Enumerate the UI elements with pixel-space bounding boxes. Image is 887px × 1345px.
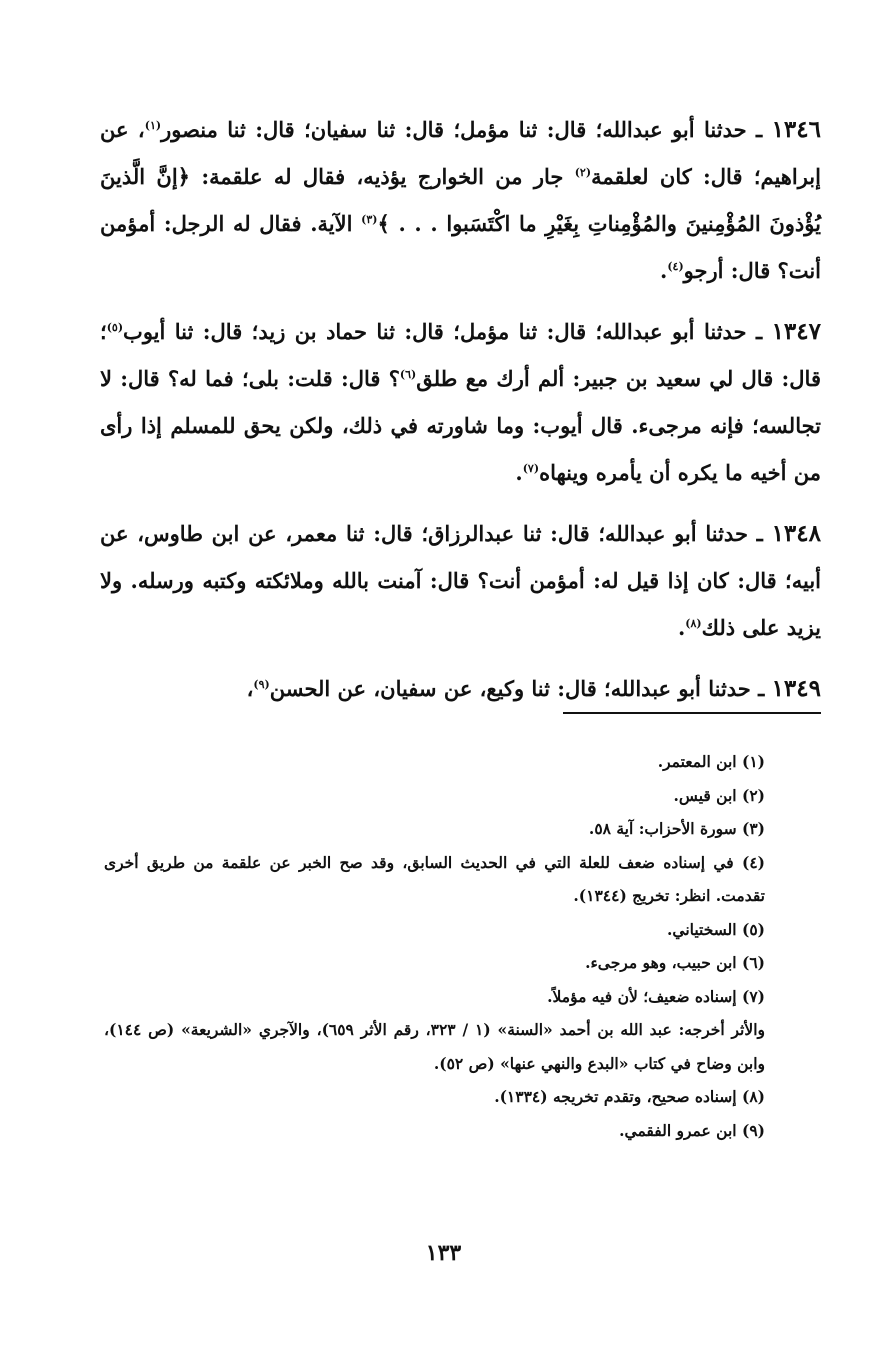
hadith-number: ١٣٤٨: [771, 520, 821, 547]
hadith-1347: [100, 308, 821, 496]
hadith-text: ـ حدثنا أبو عبدالله؛ قال: ثنا مؤمل؛ قال: ثنا سفيان؛ قال: ثنا منصور: [161, 117, 772, 142]
hadith-text: .: [515, 460, 523, 485]
footnote-5: (٥) السختياني.: [667, 919, 765, 939]
hadith-text: ـ حدثنا أبو عبدالله؛ قال: ثنا وكيع، عن سفيان، عن الحسن: [269, 676, 772, 701]
hadith-text: ـ حدثنا أبو عبدالله؛ قال: ثنا مؤمل؛ قال: ثنا حماد بن زيد؛ قال: ثنا أيوب: [123, 319, 772, 344]
footnote-7: (٧) إسناده ضعيف؛ لأن فيه مؤملاً.: [547, 986, 765, 1006]
footnote-4: (٤) في إسناده ضعف للعلة التي في الحديث السابق، وقد صح الخبر عن علقمة من طريق أخرى تقدمت. انظر: تخريج (١٣٤٤).: [104, 852, 765, 905]
footnote-6: (٦) ابن حبيب، وهو مرجىء.: [585, 953, 765, 972]
footnote-divider: [563, 712, 821, 714]
hadith-number: ١٣٤٩: [771, 675, 821, 702]
footnote-ref[interactable]: (٢): [574, 166, 592, 179]
footnote-ref[interactable]: (٦): [399, 368, 417, 381]
footnote-ref[interactable]: (٣): [361, 213, 378, 226]
footnote-3: (٣) سورة الأحزاب: آية ٥٨.: [588, 819, 765, 838]
quran-verse: ﴿إنَّ الَّذينَ يُؤْذونَ المُؤْمِنينَ والمُؤْمِناتِ بِغَيْرِ ما اكْتَسَبوا . . . ﴾: [100, 164, 821, 236]
footnote-ref[interactable]: (٩): [253, 678, 270, 691]
footnote-7-continued: والأثر أخرجه: عبد الله بن أحمد «السنة» (١ / ٣٢٣، رقم الأثر ٦٥٩)، والآجري «الشريعة» (ص ١٤٤)، وابن وضاح في كتاب «البدع والنهي عنها» (ص ٥٢).: [104, 1020, 765, 1073]
hadith-number: ١٣٤٦: [771, 116, 821, 143]
hadith-1348: [100, 510, 821, 651]
hadith-text: ؛ قال: قال لي سعيد بن جبير: ألم أرك مع طلق: [100, 319, 821, 391]
footnote-ref[interactable]: (١): [144, 119, 162, 132]
footnote-8: (٨) إسناده صحيح، وتقدم تخريجه (١٣٣٤).: [494, 1087, 765, 1106]
footnote-ref[interactable]: (٥): [106, 321, 124, 334]
footnote-1: (١) ابن المعتمر.: [657, 752, 765, 771]
hadith-text: ـ حدثنا أبو عبدالله؛ قال: ثنا عبدالرزاق؛ قال: ثنا معمر، عن ابن طاوس، عن أبيه؛ قال: كان إذا قيل له: أمؤمن أنت؟ قال: آمنت بالله وملائكته وكتبه ورسله. ولا يزيد على ذلك: [100, 521, 821, 640]
hadith-text: ؟ قال: قلت: بلى؛ فما له؟ قال: لا تجالسه؛ فإنه مرجىء. قال أيوب: وما شاورته في ذلك، ولكن يحق للمسلم إذا رأى من أخيه ما يكره أن يأمره وينهاه: [100, 366, 821, 485]
hadith-text: .: [677, 615, 686, 640]
hadith-1349: [100, 665, 821, 712]
page-number: ١٣٣: [425, 1240, 462, 1266]
footnote-9: (٩) ابن عمرو الفقمي.: [619, 1120, 765, 1140]
hadith-number: ١٣٤٧: [771, 318, 821, 345]
footnote-ref[interactable]: (٤): [667, 260, 684, 273]
hadith-1346: [100, 106, 821, 294]
footnote-ref[interactable]: (٨): [685, 617, 702, 630]
hadith-text: .: [660, 258, 668, 283]
hadith-text: الآية. فقال له الرجل: أمؤمن أنت؟ قال: أرجو: [100, 211, 821, 283]
hadith-text: ، عن إبراهيم؛ قال: كان لعلقمة: [100, 117, 821, 189]
main-text: [100, 106, 821, 726]
hadith-text: ،: [246, 676, 254, 701]
hadith-text: جار من الخوارج يؤذيه، فقال له علقمة:: [189, 164, 575, 189]
footnote-ref[interactable]: (٧): [522, 462, 540, 475]
footnotes: [104, 745, 765, 1147]
footnote-2: (٢) ابن قيس.: [673, 785, 765, 805]
